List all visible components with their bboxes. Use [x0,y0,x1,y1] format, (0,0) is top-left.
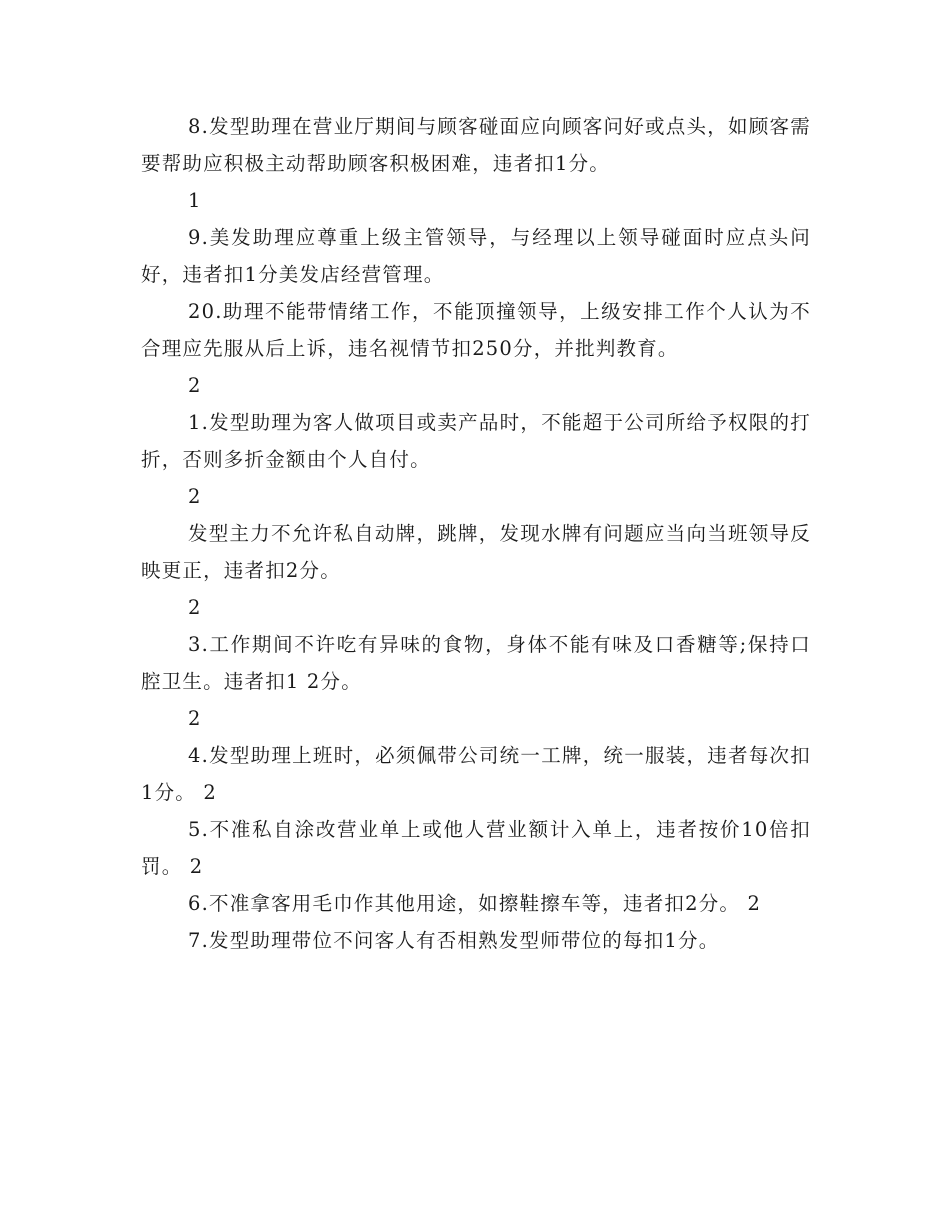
rule-paragraph-9: 9.美发助理应尊重上级主管领导，与经理以上领导碰面时应点头问好，违者扣1分美发店经营管理。 [141,226,811,286]
rule-paragraph-6: 6.不准拿客用毛巾作其他用途，如擦鞋擦车等，违者扣2分。 2 [188,892,762,915]
rule-paragraph-8: 8.发型助理在营业厅期间与顾客碰面应向顾客问好或点头，如顾客需要帮助应积极主动帮助顾客积极困难，违者扣1分。 [141,115,811,175]
page-number: 2 [188,374,202,397]
rule-paragraph-20: 20.助理不能带情绪工作，不能顶撞领导，上级安排工作个人认为不合理应先服从后上诉，违名视情节扣250分，并批判教育。 [141,300,811,360]
rule-paragraph-1: 1.发型助理为客人做项目或卖产品时，不能超于公司所给予权限的打折，否则多折金额由个人自付。 [141,411,811,471]
document-body [141,108,811,959]
rule-paragraph-3: 3.工作期间不许吃有异味的食物，身体不能有味及口香糖等;保持口腔卫生。违者扣1 2分。 [141,633,811,693]
rule-paragraph-4: 4.发型助理上班时，必须佩带公司统一工牌，统一服装，违者每次扣1分。 2 [141,744,811,804]
rule-paragraph-5: 5.不准私自涂改营业单上或他人营业额计入单上，违者按价10倍扣罚。 2 [141,818,811,878]
page-number: 2 [188,707,202,730]
rule-paragraph-2: 发型主力不允许私自动牌，跳牌，发现水牌有问题应当向当班领导反映更正，违者扣2分。 [141,522,811,582]
rule-paragraph-7: 7.发型助理带位不问客人有否相熟发型师带位的每扣1分。 [188,929,720,952]
page-number: 2 [188,596,202,619]
page-number: 1 [188,189,202,212]
page-number: 2 [188,485,202,508]
